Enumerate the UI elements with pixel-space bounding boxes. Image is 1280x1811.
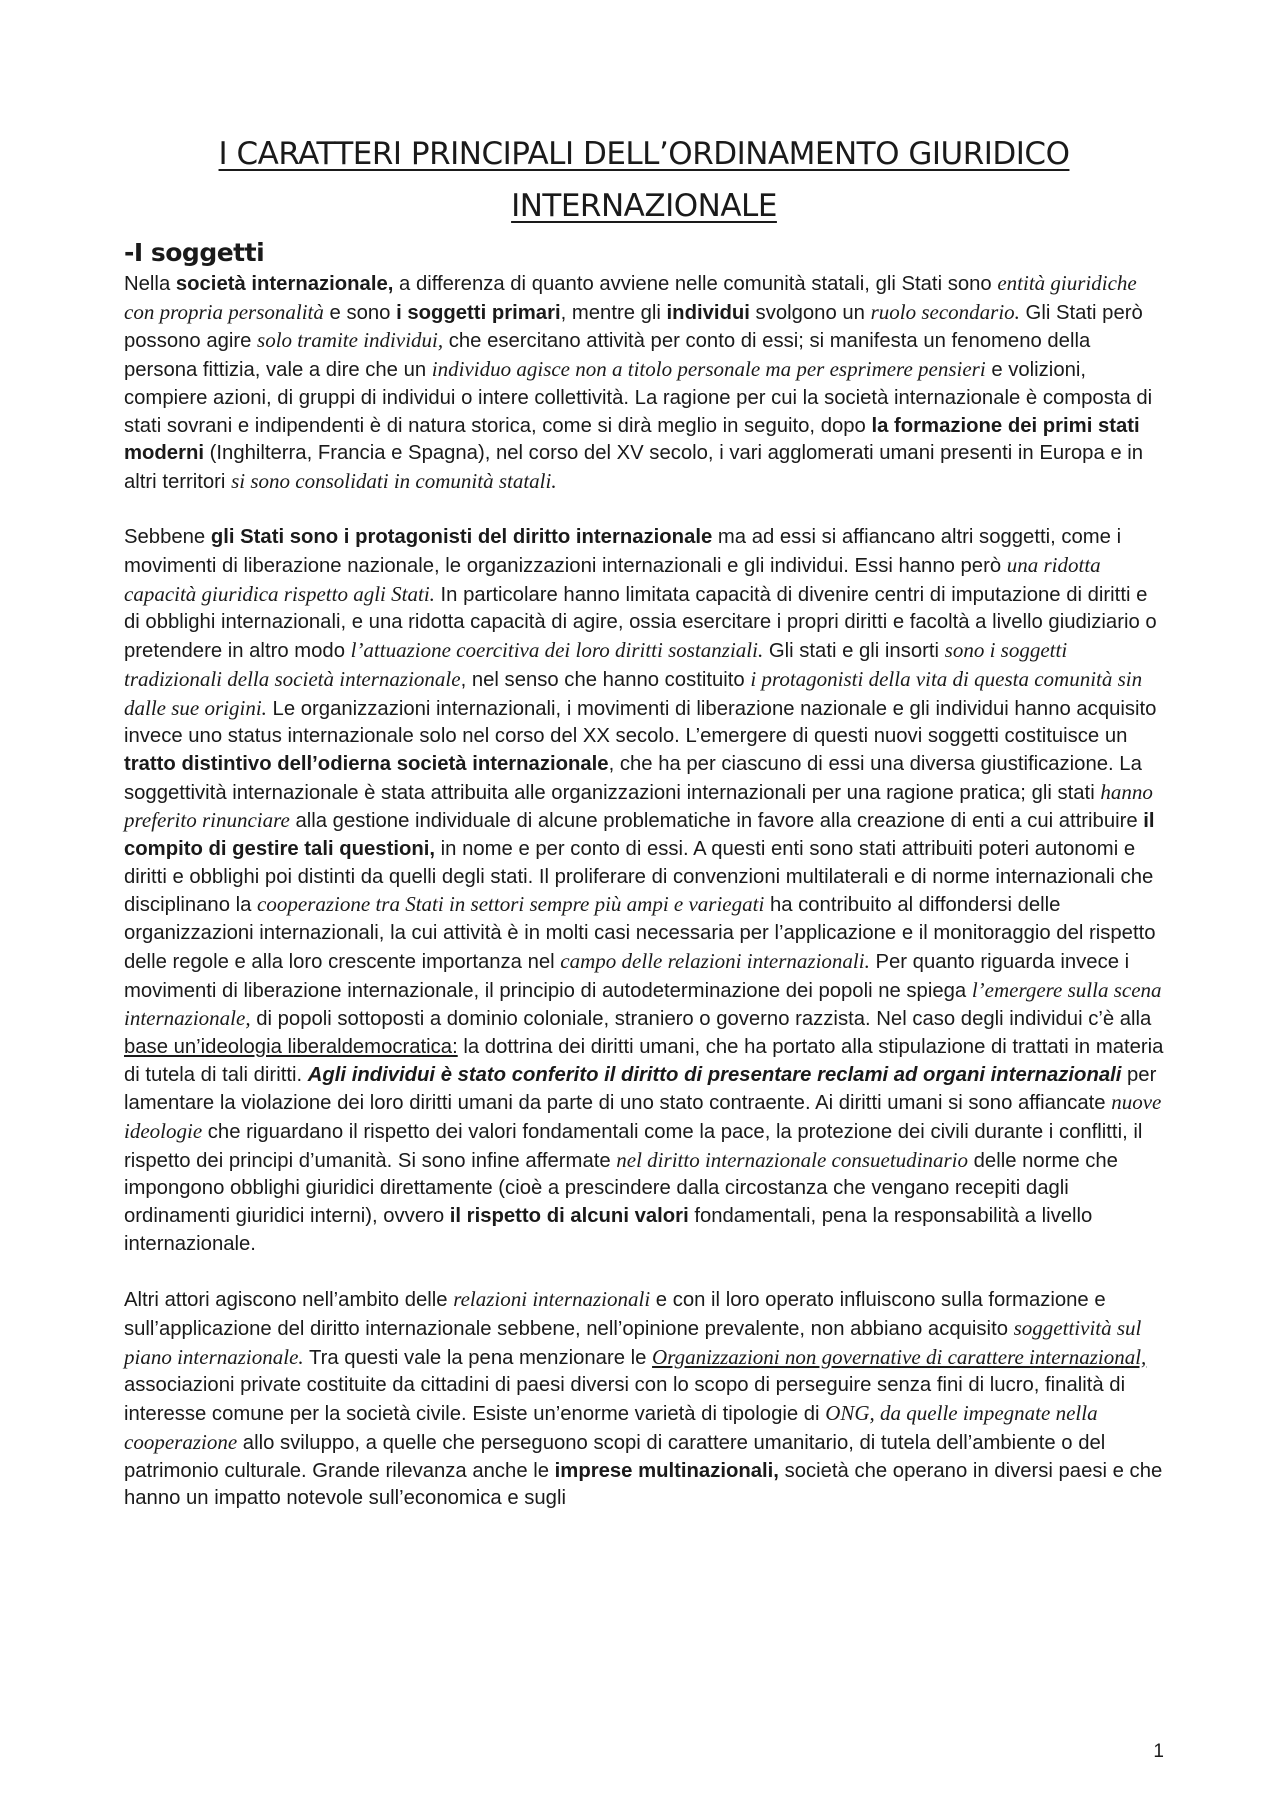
text-span: la dottrina dei diritti umani, che ha portato alla stipulazione di trattati in materia di tutela di tali diritti. [124,1035,1164,1086]
text-span: Altri attori agiscono nell’ambito delle [124,1289,454,1312]
italic-span: ruolo secondario. [870,299,1020,324]
bold-span: il compito di gestire tali questioni, [124,810,1155,861]
bold-span: i soggetti primari [396,301,561,324]
document-page [124,128,1164,1513]
paragraph-3 [124,1286,1164,1513]
text-span: allo sviluppo, a quelle che perseguono scopi di carattere umanitario, di tutela dell’ambiente o del patrimonio culturale. Grande rilevanza anche le [124,1431,1106,1482]
title-line-2: INTERNAZIONALE [511,188,777,224]
bold-span: la formazione dei primi stati moderni [124,414,1140,465]
bold-span: individui [666,301,750,324]
italic-span: solo tramite individui, [257,328,444,353]
italic-span: nel diritto internazionale consuetudinario [616,1147,969,1172]
document-title [124,128,1164,232]
italic-span: campo delle relazioni internazionali. [560,948,870,973]
text-span: Per quanto riguarda invece i movimenti di liberazione internazionale, il principio di autodeterminazione dei popoli ne spiega [124,950,1130,1002]
italic-span: si sono consolidati in comunità statali. [231,468,557,493]
paragraph-1 [124,270,1164,497]
text-span: , che ha per ciascuno di essi una diversa giustificazione. La soggettività internazionale è stata attribuita alle organizzazioni internazionali per una ragione pratica; gli stati [124,752,1142,804]
text-span: e con il loro operato influiscono sulla formazione e sull’applicazione del diritto internazionale sebbene, nell’opinione prevalente, non abbiano acquisito [124,1289,1106,1340]
text-span: Tra questi vale la pena menzionare le [303,1346,653,1369]
italic-span: soggettività sul piano internazionale. [124,1315,1142,1369]
text-span: e volizioni, compiere azioni, di gruppi di individui o intere collettività. La ragione per cui la società internazionale è composta di stati sovrani e indipendenti è di natura storica, come si dirà meglio in seguito, dopo [124,359,1153,437]
text-span: (Inghilterra, Francia e Spagna), nel corso del XV secolo, i vari agglomerati umani presenti in Europa e in altri territori [124,442,1144,493]
bold-span: gli Stati sono i protagonisti del diritto internazionale [210,526,713,549]
italic-span: hanno preferito rinunciare [124,779,1153,833]
italic-span: l’emergere sulla scena internazionale, [124,977,1162,1031]
text-span: Gli Stati però possono agire [124,301,1143,353]
text-span: e sono [323,301,397,324]
text-span: associazioni private costituite da cittadini di paesi diversi con lo scopo di perseguire senza fini di lucro, finalità di interesse comune per la società civile. Esiste un’enorme varietà di tipologie di [124,1374,1126,1426]
text-span: ha contribuito al diffondersi delle organizzazioni internazionali, la cui attività è in molti casi necessaria per l’applicazione e il monitoraggio del rispetto delle regole e alla loro crescente importanza nel [124,894,1156,973]
text-span: che riguardano il rispetto dei valori fondamentali come la pace, la protezione dei civili durante i conflitti, il rispetto dei principi d’umanità. Si sono infine affermate [124,1121,1143,1172]
text-span: , mentre gli [560,301,667,324]
text-span: società che operano in diversi paesi e che hanno un impatto notevole sull’economica e sugli [124,1459,1163,1510]
text-span: alla gestione individuale di alcune problematiche in favore alla creazione di enti a cui attribuire [289,810,1144,833]
text-span: fondamentali, pena la responsabilità a livello internazionale. [124,1205,1093,1255]
underlined-span: base un’ideologia liberaldemocratica: [124,1035,458,1058]
italic-span: cooperazione tra Stati in settori sempre più ampi e variegati [257,892,765,917]
italic-span: ONG, da quelle impegnate nella cooperazione [124,1401,1098,1454]
text-span: Gli stati e gli insorti [763,640,945,663]
italic-underlined-span: Organizzazioni non governative di carattere internazional, [652,1344,1147,1369]
section-heading: -I soggetti [124,238,265,267]
italic-span: entità giuridiche con propria personalità [124,271,1137,324]
text-span: per lamentare la violazione dei loro diritti umani da parte di uno stato contraente. Ai diritti umani si sono affiancate [124,1063,1157,1115]
page-number: 1 [1153,1741,1164,1762]
italic-span: nuove ideologie [124,1090,1162,1144]
bold-italic-span: Agli individui è stato conferito il diritto di presentare reclami ad organi internazionali [307,1063,1122,1086]
text-span: in nome e per conto di essi. A questi enti sono stati attribuiti poteri autonomi e diritti e obblighi poi distinti da quelli degli stati. Il proliferare di convenzioni multilaterali e di norme internazionali che disciplinano la [124,838,1154,917]
text-span: delle norme che impongono obblighi giuridici direttamente (cioè a prescindere dalla circostanza che vengano recepiti dagli ordinamenti giuridici interni), ovvero [124,1149,1118,1228]
text-span: a differenza di quanto avviene nelle comunità statali, gli Stati sono [393,273,998,295]
text-span: Sebbene [124,526,211,549]
italic-span: una ridotta capacità giuridica rispetto agli Stati. [124,553,1101,606]
paragraph-gap [124,497,1164,525]
italic-span: l’attuazione coercitiva dei loro diritti sostanziali. [350,638,764,663]
text-span: di popoli sottoposti a dominio coloniale, straniero o governo razzista. Nel caso degli individui c’è alla [250,1008,1152,1031]
title-line-1: I CARATTERI PRINCIPALI DELL’ORDINAMENTO GIURIDICO [218,136,1070,172]
paragraph-gap [124,1259,1164,1287]
italic-span: i protagonisti della vita di questa comunità sin dalle sue origini. [124,666,1143,720]
bold-span: imprese multinazionali, [554,1459,779,1482]
text-span: che esercitano attività per conto di essi; si manifesta un fenomeno della persona fittizia, vale a dire che un [124,330,1091,382]
text-span: Nella [124,273,176,295]
paragraph-2 [124,524,1164,1258]
text-span: , nel senso che hanno costituito [460,668,751,691]
italic-span: sono i soggetti tradizionali della società internazionale [124,638,1068,691]
bold-span: il rispetto di alcuni valori [449,1205,689,1228]
bold-span: società internazionale, [175,273,394,295]
text-span: In particolare hanno limitata capacità di divenire centri di imputazione di diritti e di obblighi internazionali, e una ridotta capacità di agire, ossia esercitare i propri diritti e facoltà a livello giudiziario o pretendere in altro modo [124,583,1157,663]
italic-span: relazioni internazionali [453,1287,651,1312]
italic-span: individuo agisce non a titolo personale ma per esprimere pensieri [431,357,986,382]
text-span: Le organizzazioni internazionali, i movimenti di liberazione nazionale e gli individui hanno acquisito invece uno status internazionale solo nel corso del XX secolo. L’emergere di questi nuovi soggetti costituisce un [124,697,1157,748]
text-span: svolgono un [749,301,871,324]
bold-span: tratto distintivo dell’odierna società internazionale [124,752,609,775]
text-span: ma ad essi si affiancano altri soggetti, come i movimenti di liberazione nazionale, le organizzazioni internazionali e gli individui. Essi hanno però [124,526,1122,578]
